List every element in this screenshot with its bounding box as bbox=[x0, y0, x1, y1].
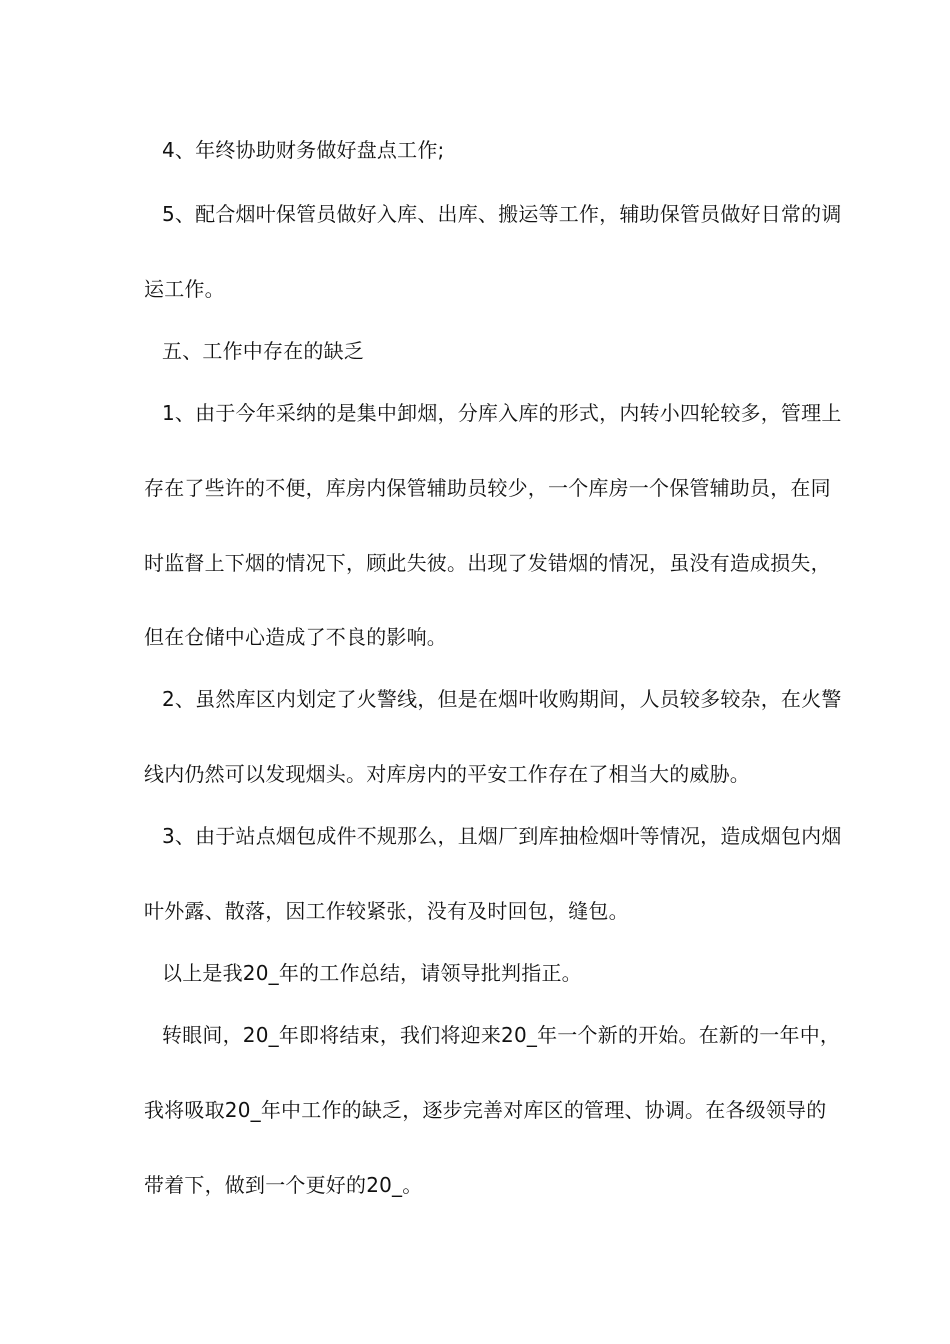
paragraph-line: 运工作。 bbox=[144, 277, 225, 301]
paragraph-line: 带着下，做到一个更好的20_。 bbox=[144, 1173, 423, 1197]
section-heading: 五、工作中存在的缺乏 bbox=[162, 339, 364, 363]
paragraph-line: 叶外露、散落，因工作较紧张，没有及时回包，缝包。 bbox=[144, 899, 629, 923]
paragraph-line: 2、虽然库区内划定了火警线，但是在烟叶收购期间，人员较多较杂，在火警 bbox=[162, 687, 842, 711]
paragraph-line: 1、由于今年采纳的是集中卸烟，分库入库的形式，内转小四轮较多，管理上 bbox=[162, 401, 842, 425]
paragraph-line: 转眼间，20_年即将结束，我们将迎来20_年一个新的开始。在新的一年中， bbox=[162, 1023, 841, 1047]
paragraph-line: 4、年终协助财务做好盘点工作; bbox=[162, 138, 445, 162]
paragraph-line: 我将吸取20_年中工作的缺乏，逐步完善对库区的管理、协调。在各级领导的 bbox=[144, 1098, 827, 1122]
paragraph-line: 但在仓储中心造成了不良的影响。 bbox=[144, 625, 447, 649]
paragraph-line: 3、由于站点烟包成件不规那么，且烟厂到库抽检烟叶等情况，造成烟包内烟 bbox=[162, 824, 842, 848]
paragraph-line: 5、配合烟叶保管员做好入库、出库、搬运等工作，辅助保管员做好日常的调 bbox=[162, 202, 842, 226]
paragraph-line: 存在了些许的不便，库房内保管辅助员较少，一个库房一个保管辅助员，在同 bbox=[144, 476, 831, 500]
paragraph-line: 以上是我20_年的工作总结，请领导批判指正。 bbox=[162, 961, 582, 985]
paragraph-line: 时监督上下烟的情况下，顾此失彼。出现了发错烟的情况，虽没有造成损失， bbox=[144, 551, 831, 575]
paragraph-line: 线内仍然可以发现烟头。对库房内的平安工作存在了相当大的威胁。 bbox=[144, 762, 750, 786]
